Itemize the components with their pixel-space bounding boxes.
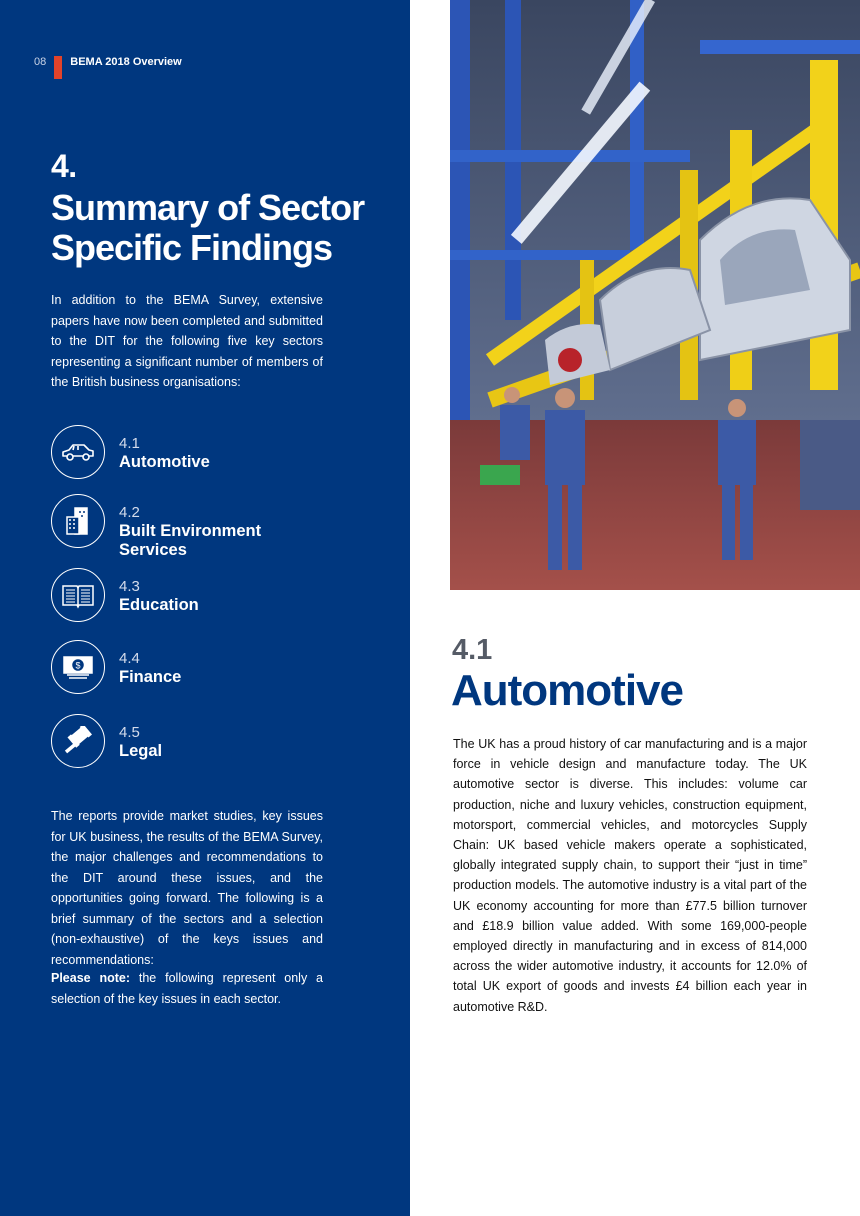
sector-item-built-environment [51, 494, 289, 560]
reports-paragraph: The reports provide market studies, key issues for UK business, the results of the BEMA Survey, the major challenges and recommendations to the DIT around these issues, and the opportunities going forward. The following is a brief summary of the sectors and a selection (non-exhaustive) of the keys issues and recommendations: [51, 809, 323, 967]
section-number: 4. [51, 148, 77, 184]
sector-item-legal [51, 714, 162, 768]
note-label: Please note: [51, 971, 131, 985]
page-number: 08 [34, 55, 47, 68]
car-icon [51, 425, 105, 479]
subsection-number: 4.1 [452, 634, 493, 666]
sector-number: 4.3 [119, 578, 140, 595]
note-text: the following represent only a selection of the key issues in each sector. [51, 971, 324, 1006]
subsection-body: The UK has a proud history of car manufacturing and is a major force in vehicle design and manufacture today. The UK automotive sector is diverse. This includes: volume car production, niche and luxury vehicles, construction equipment, motorsport, commercial vehicles, and motorcycles Supply Chain: UK based vehicle makers operate a sophisticated, globally integrated supply chain, to support their “just in time” production models. The automotive industry is a vital part of the UK economy accounting for more than £77.5 billion turnover and £18.9 billion value added. With some 169,000-people employed directly in manufacturing and in excess of 814,000 across the wider automotive industry, it accounts for 12.0% of total UK export of goods and invests £4 billion each year in automotive R&D. [453, 737, 807, 1014]
sector-item-automotive [51, 425, 210, 479]
sector-item-finance [51, 640, 181, 694]
car-factory-photo [450, 0, 860, 590]
page-header [34, 50, 182, 73]
money-icon [51, 640, 105, 694]
sector-number: 4.2 [119, 504, 140, 521]
section-title: Summary of Sector Specific Findings [51, 187, 365, 268]
sector-name: Built Environment Services [119, 522, 262, 559]
sector-number: 4.4 [119, 650, 140, 667]
header-title: BEMA 2018 Overview [70, 55, 182, 68]
gavel-icon [51, 714, 105, 768]
subsection-title: Automotive [451, 666, 683, 715]
intro-paragraph: In addition to the BEMA Survey, extensive papers have now been completed and submitted to the DIT for the following five key sectors representing a significant number of members of the British business organisations: [51, 293, 323, 389]
sector-number: 4.5 [119, 724, 140, 741]
sector-item-education [51, 568, 199, 622]
sector-name: Automotive [119, 453, 210, 471]
building-icon [51, 494, 105, 548]
note-paragraph [51, 968, 323, 1009]
sector-name: Finance [119, 668, 182, 686]
svg-text:$: $ [75, 660, 81, 671]
sector-number: 4.1 [119, 435, 140, 452]
left-panel [0, 0, 410, 1216]
sector-name: Education [119, 596, 199, 614]
sector-name: Legal [119, 742, 163, 760]
book-icon [51, 568, 105, 622]
header-accent-bar [54, 56, 62, 79]
